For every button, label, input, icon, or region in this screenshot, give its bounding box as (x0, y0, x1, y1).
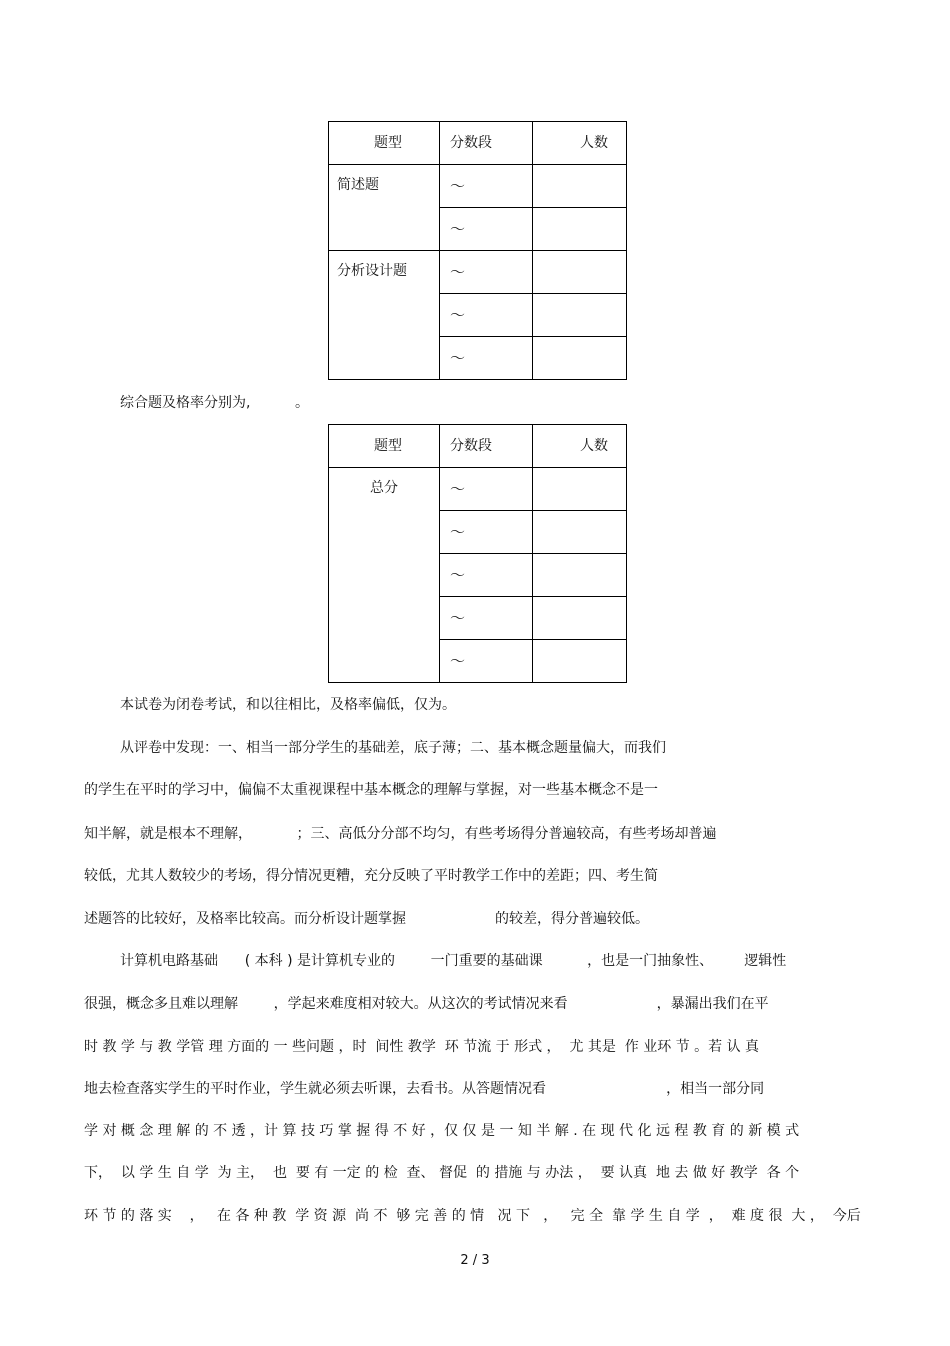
count-cell (533, 597, 627, 640)
count-cell (533, 640, 627, 683)
paragraph-line: 从评卷中发现：一、相当一部分学生的基础差，底子薄；二、基本概念题量偏大，而我们 (120, 740, 666, 756)
score-table-2 (328, 424, 627, 683)
page-number: 2 / 3 (460, 1253, 490, 1268)
segment-cell: ～ (440, 511, 533, 554)
count-cell (533, 554, 627, 597)
paragraph-line: 时 教 学 与 教 学管 理 方面的 一 些问题 ，时 间性 教学 环 节流 于 形式 ， 尤 其是 作 业环 节 。若 认 真 (84, 1039, 760, 1055)
segment-cell: ～ (440, 554, 533, 597)
type-cell: 总分 (329, 468, 440, 683)
paragraph-line: 知半解，就是根本不理解， ；三、高低分分部不均匀，有些考场得分普遍较高，有些考场却普遍 (84, 826, 717, 842)
count-cell (533, 468, 627, 511)
segment-cell: ～ (440, 251, 533, 294)
paragraph-line: 本试卷为闭卷考试，和以往相比，及格率偏低，仅为。 (120, 697, 456, 713)
paragraph-line: 地去检查落实学生的平时作业，学生就必须去听课，去看书。从答题情况看 ，相当一部分同 (84, 1081, 765, 1097)
segment-cell: ～ (440, 337, 533, 380)
header-count: 人数 (533, 122, 627, 165)
segment-cell: ～ (440, 165, 533, 208)
count-cell (533, 251, 627, 294)
paragraph-line: 环 节 的 落 实 ， 在 各 种 教 学 资 源 尚 不 够 完 善 的 情 况 下 ， 完 全 靠 学 生 自 学 ， 难 度 很 大 ， 今后 (84, 1208, 861, 1224)
table-row (329, 468, 627, 511)
table-row (329, 165, 627, 208)
segment-cell: ～ (440, 468, 533, 511)
type-cell: 分析设计题 (329, 251, 440, 380)
paragraph-line: 述题答的比较好，及格率比较高。而分析设计题掌握 的较差，得分普遍较低。 (84, 911, 650, 927)
paragraph-line: 计算机电路基础 ( 本科 ) 是计算机专业的 一门重要的基础课 ，也是一门抽象性、 逻辑性 (120, 953, 787, 969)
header-count: 人数 (533, 425, 627, 468)
paragraph-line: 学 对 概 念 理 解 的 不 透 ，计 算 技 巧 掌 握 得 不 好 ，仅 仅 是 一 知 半 解 . 在 现 代 化 远 程 教 育 的 新 模 式 (84, 1123, 800, 1139)
header-segment: 分数段 (440, 425, 533, 468)
paragraph-line: 较低，尤其人数较少的考场，得分情况更糟，充分反映了平时教学工作中的差距；四、考生简 (84, 868, 658, 884)
paragraph-line: 的学生在平时的学习中，偏偏不太重视课程中基本概念的理解与掌握，对一些基本概念不是一 (84, 782, 658, 798)
count-cell (533, 511, 627, 554)
header-type: 题型 (329, 122, 440, 165)
segment-cell: ～ (440, 640, 533, 683)
type-cell: 简述题 (329, 165, 440, 251)
table-row (329, 251, 627, 294)
table-header-row (329, 122, 627, 165)
header-type: 题型 (329, 425, 440, 468)
count-cell (533, 337, 627, 380)
paragraph-line: 下， 以 学 生 自 学 为 主， 也 要 有 一定 的 检 查、 督促 的 措施 与 办法 ， 要 认真 地 去 做 好 教学 各 个 (84, 1165, 800, 1181)
table-header-row (329, 425, 627, 468)
pass-rate-caption: 综合题及格率分别为, 。 (120, 395, 309, 411)
segment-cell: ～ (440, 294, 533, 337)
score-table-1 (328, 121, 627, 380)
count-cell (533, 165, 627, 208)
paragraph-line: 很强，概念多且难以理解 ，学起来难度相对较大。从这次的考试情况来看 ，暴漏出我们在平 (84, 996, 769, 1012)
segment-cell: ～ (440, 597, 533, 640)
count-cell (533, 294, 627, 337)
segment-cell: ～ (440, 208, 533, 251)
count-cell (533, 208, 627, 251)
header-segment: 分数段 (440, 122, 533, 165)
